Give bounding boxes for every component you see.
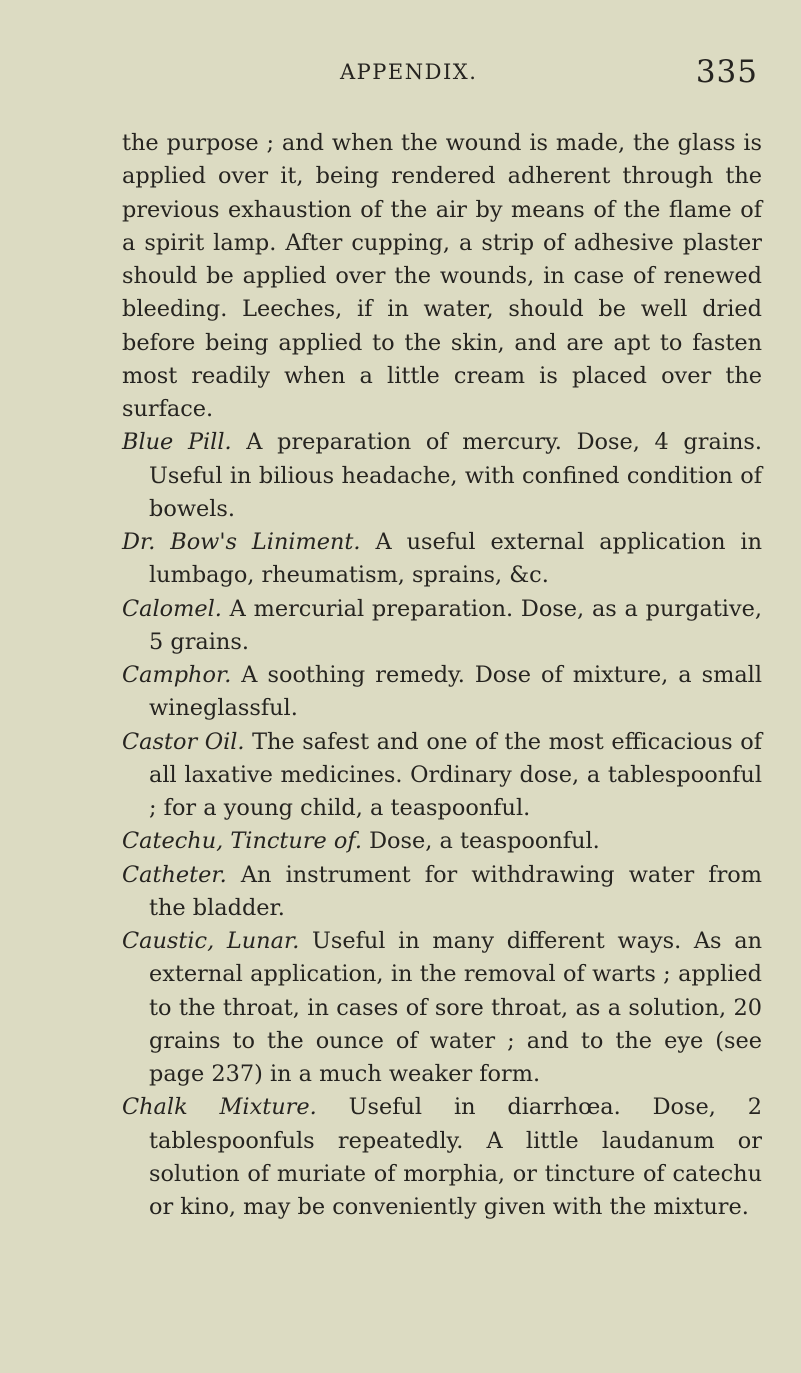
entry-text: An instrument for withdrawing water from the bladder. [149, 861, 762, 921]
entry-term: Camphor. [122, 662, 232, 688]
entry-catheter [122, 859, 762, 926]
entry-text: A useful external application in lumbago, rheumatism, sprains, &c. [149, 529, 763, 589]
page-number: 335 [695, 54, 758, 90]
entry-camphor [122, 659, 762, 726]
entry-term: Dr. Bow's Liniment. [122, 529, 361, 555]
body-text [122, 127, 762, 1224]
entry-catechu-tincture [122, 825, 762, 858]
entry-castor-oil [122, 726, 762, 826]
entry-text: A soothing remedy. Dose of mixture, a small wineglassful. [149, 662, 762, 722]
entry-chalk-mixture [122, 1091, 762, 1224]
entry-term: Chalk Mixture. [122, 1094, 317, 1121]
entry-caustic-lunar [122, 925, 762, 1091]
entry-term: Castor Oil. [122, 728, 245, 755]
entry-text: Useful in diarrhœa. Dose, 2 tablespoonfuls repeatedly. A little laudanum or solution of muriate of morphia, or tincture of catechu or kino, may be conveniently given with the mixture. [149, 1094, 762, 1220]
entry-term: Catheter. [122, 861, 227, 888]
entry-term: Catechu, Tincture of. [122, 828, 362, 855]
running-title: APPENDIX. [340, 60, 478, 84]
entry-term: Calomel. [122, 595, 222, 622]
entry-text: The safest and one of the most efficacious of all laxative medicines. Ordinary dose, a tablespoonful ; for a young child, a teaspoonful. [149, 728, 762, 821]
entry-text: A preparation of mercury. Dose, 4 grains. Useful in bilious headache, with confined condition of bowels. [149, 429, 763, 522]
entry-text: A mercurial preparation. Dose, as a purgative, 5 grains. [149, 595, 762, 655]
continued-paragraph: the purpose ; and when the wound is made, the glass is applied over it, being rendered adherent through the previous exhaustion of the air by means of the flame of a spirit lamp. After cupping, a strip of adhesive plaster should be applied over the wounds, in case of renewed bleeding. Leeches, if in water, should be well dried before being applied to the skin, and are apt to fasten most readily when a little cream is placed over the surface. [122, 130, 762, 422]
entry-term: Blue Pill. [122, 429, 232, 456]
entry-blue-pill [122, 426, 762, 526]
entry-text: Dose, a teaspoonful. [361, 828, 600, 855]
running-head [340, 54, 758, 100]
entry-text: Useful in many different ways. As an external application, in the removal of warts ; applied to the throat, in cases of sore throat, as a solution, 20 grains to the ounce of water ; and to the eye (see page 237) in a much weaker form. [149, 928, 762, 1087]
entry-term: Caustic, Lunar. [122, 928, 300, 954]
entry-calomel [122, 593, 762, 660]
entry-dr-bows-liniment [122, 526, 762, 593]
